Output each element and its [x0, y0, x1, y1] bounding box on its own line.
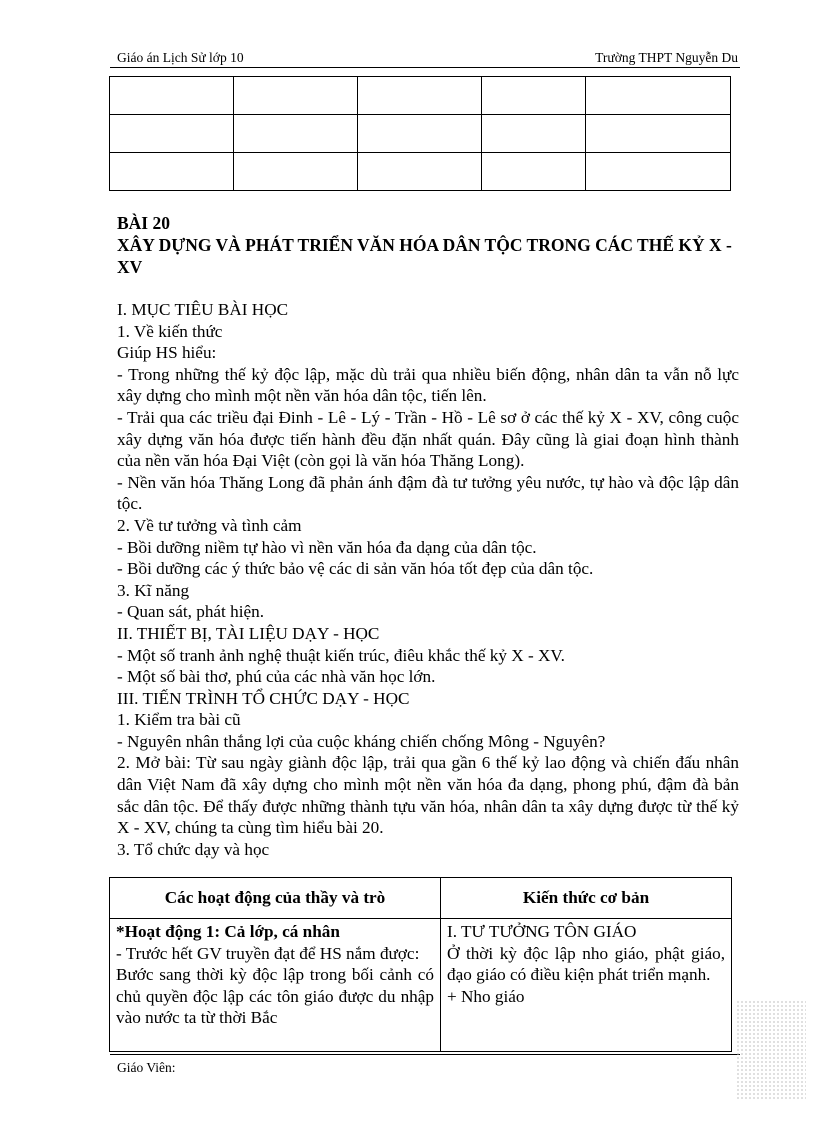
paragraph: - Trải qua các triều đại Đinh - Lê - Lý - Trần - Hồ - Lê sơ ở các thế kỷ X - XV, công cuộc xây dựng văn hóa được tiến hành đều đặn nhất quán. Đây cũng là giai đoạn hình thành của nền văn hóa Đại Việt (còn gọi là văn hóa Thăng Long).	[117, 407, 739, 471]
activities-cell	[110, 919, 441, 1052]
activity-title: *Hoạt động 1: Cả lớp, cá nhân	[116, 922, 340, 941]
header-subject: Giáo án Lịch Sử lớp 10	[117, 50, 244, 65]
paragraph: - Một số tranh ảnh nghệ thuật kiến trúc, điêu khắc thế kỷ X - XV.	[117, 645, 565, 665]
section-heading: II. THIẾT BỊ, TÀI LIỆU DẠY - HỌC	[117, 623, 380, 643]
activity-table	[109, 877, 732, 1052]
paragraph: - Một số bài thơ, phú của các nhà văn học lớn.	[117, 667, 436, 687]
paragraph: - Nguyên nhân thắng lợi của cuộc kháng chiến chống Mông - Nguyên?	[117, 731, 606, 751]
paragraph: 2. Mở bài: Từ sau ngày giành độc lập, trải qua gần 6 thế kỷ lao động và chiến đấu nhân dân Việt Nam đã xây dựng cho mình một nền văn hóa đa dạng, phong phú, đậm đà bản sắc dân tộc. Để thấy được những thành tựu văn hóa, nhân dân ta xây dựng được từ thế kỷ X - XV, chúng ta cùng tìm hiểu bài 20.	[117, 753, 739, 838]
paragraph: - Bồi dưỡng các ý thức bảo vệ các di sản văn hóa tốt đẹp của dân tộc.	[117, 559, 594, 579]
page-header	[117, 50, 740, 68]
table-cell	[234, 115, 358, 153]
table-row	[110, 115, 731, 153]
lesson-number: BÀI 20	[117, 213, 170, 233]
table-cell	[110, 77, 234, 115]
table-cell	[482, 153, 586, 191]
header-divider	[110, 67, 740, 68]
table-cell	[234, 153, 358, 191]
knowledge-paragraph: + Nho giáo	[447, 986, 525, 1006]
column-header-activities: Các hoạt động của thầy và trò	[110, 878, 441, 919]
decorative-dot-pattern	[736, 1000, 806, 1100]
table-cell	[358, 115, 482, 153]
knowledge-paragraph: Ở thời kỳ độc lập nho giáo, phật giáo, đạo giáo có điều kiện phát triển mạnh.	[447, 943, 725, 985]
subsection-heading: 2. Về tư tưởng và tình cảm	[117, 515, 302, 535]
table-header-row	[110, 878, 732, 919]
paragraph: - Trong những thế kỷ độc lập, mặc dù trải qua nhiều biến động, nhân dân ta vẫn nỗ lực xây dựng cho mình một nền văn hóa dân tộc, tiến lên.	[117, 364, 739, 406]
table-row	[110, 77, 731, 115]
activity-paragraph: Bước sang thời kỳ độc lập trong bối cảnh có chủ quyền độc lập các tôn giáo được du nhập vào nước ta từ thời Bắc	[116, 965, 434, 1028]
knowledge-cell	[441, 919, 732, 1052]
paragraph: - Bồi dưỡng niềm tự hào vì nền văn hóa đa dạng của dân tộc.	[117, 537, 537, 557]
footer-teacher-label: Giáo Viên:	[117, 1060, 176, 1075]
lesson-title: XÂY DỰNG VÀ PHÁT TRIỂN VĂN HÓA DÂN TỘC TRONG CÁC THẾ KỶ X - XV	[117, 235, 732, 277]
section-heading: I. MỤC TIÊU BÀI HỌC	[117, 300, 289, 319]
subsection-heading: 3. Kĩ năng	[117, 580, 190, 600]
subsection-heading: 1. Kiểm tra bài cũ	[117, 710, 241, 730]
subsection-heading: 1. Về kiến thức	[117, 321, 223, 341]
table-cell	[586, 77, 731, 115]
table-cell	[110, 153, 234, 191]
paragraph: - Nền văn hóa Thăng Long đã phản ánh đậm đà tư tưởng yêu nước, tự hào và độc lập dân tộc.	[117, 472, 739, 514]
table-cell	[110, 115, 234, 153]
activity-paragraph: - Trước hết GV truyền đạt để HS nắm được:	[116, 943, 420, 963]
table-cell	[586, 115, 731, 153]
table-cell	[358, 77, 482, 115]
footer-divider	[110, 1054, 740, 1055]
empty-grid-table	[109, 76, 731, 191]
table-row	[110, 919, 732, 1052]
table-cell	[482, 115, 586, 153]
column-header-knowledge: Kiến thức cơ bản	[441, 878, 732, 919]
table-cell	[358, 153, 482, 191]
paragraph: Giúp HS hiểu:	[117, 343, 217, 363]
knowledge-title: I. TƯ TƯỞNG TÔN GIÁO	[447, 922, 637, 941]
table-row	[110, 153, 731, 191]
table-cell	[482, 77, 586, 115]
section-heading: III. TIẾN TRÌNH TỔ CHỨC DẠY - HỌC	[117, 688, 410, 708]
table-cell	[234, 77, 358, 115]
subsection-heading: 3. Tổ chức dạy và học	[117, 839, 270, 859]
paragraph: - Quan sát, phát hiện.	[117, 602, 265, 622]
table-cell	[586, 153, 731, 191]
lesson-content	[117, 212, 739, 860]
header-school: Trường THPT Nguyễn Du	[595, 50, 738, 65]
